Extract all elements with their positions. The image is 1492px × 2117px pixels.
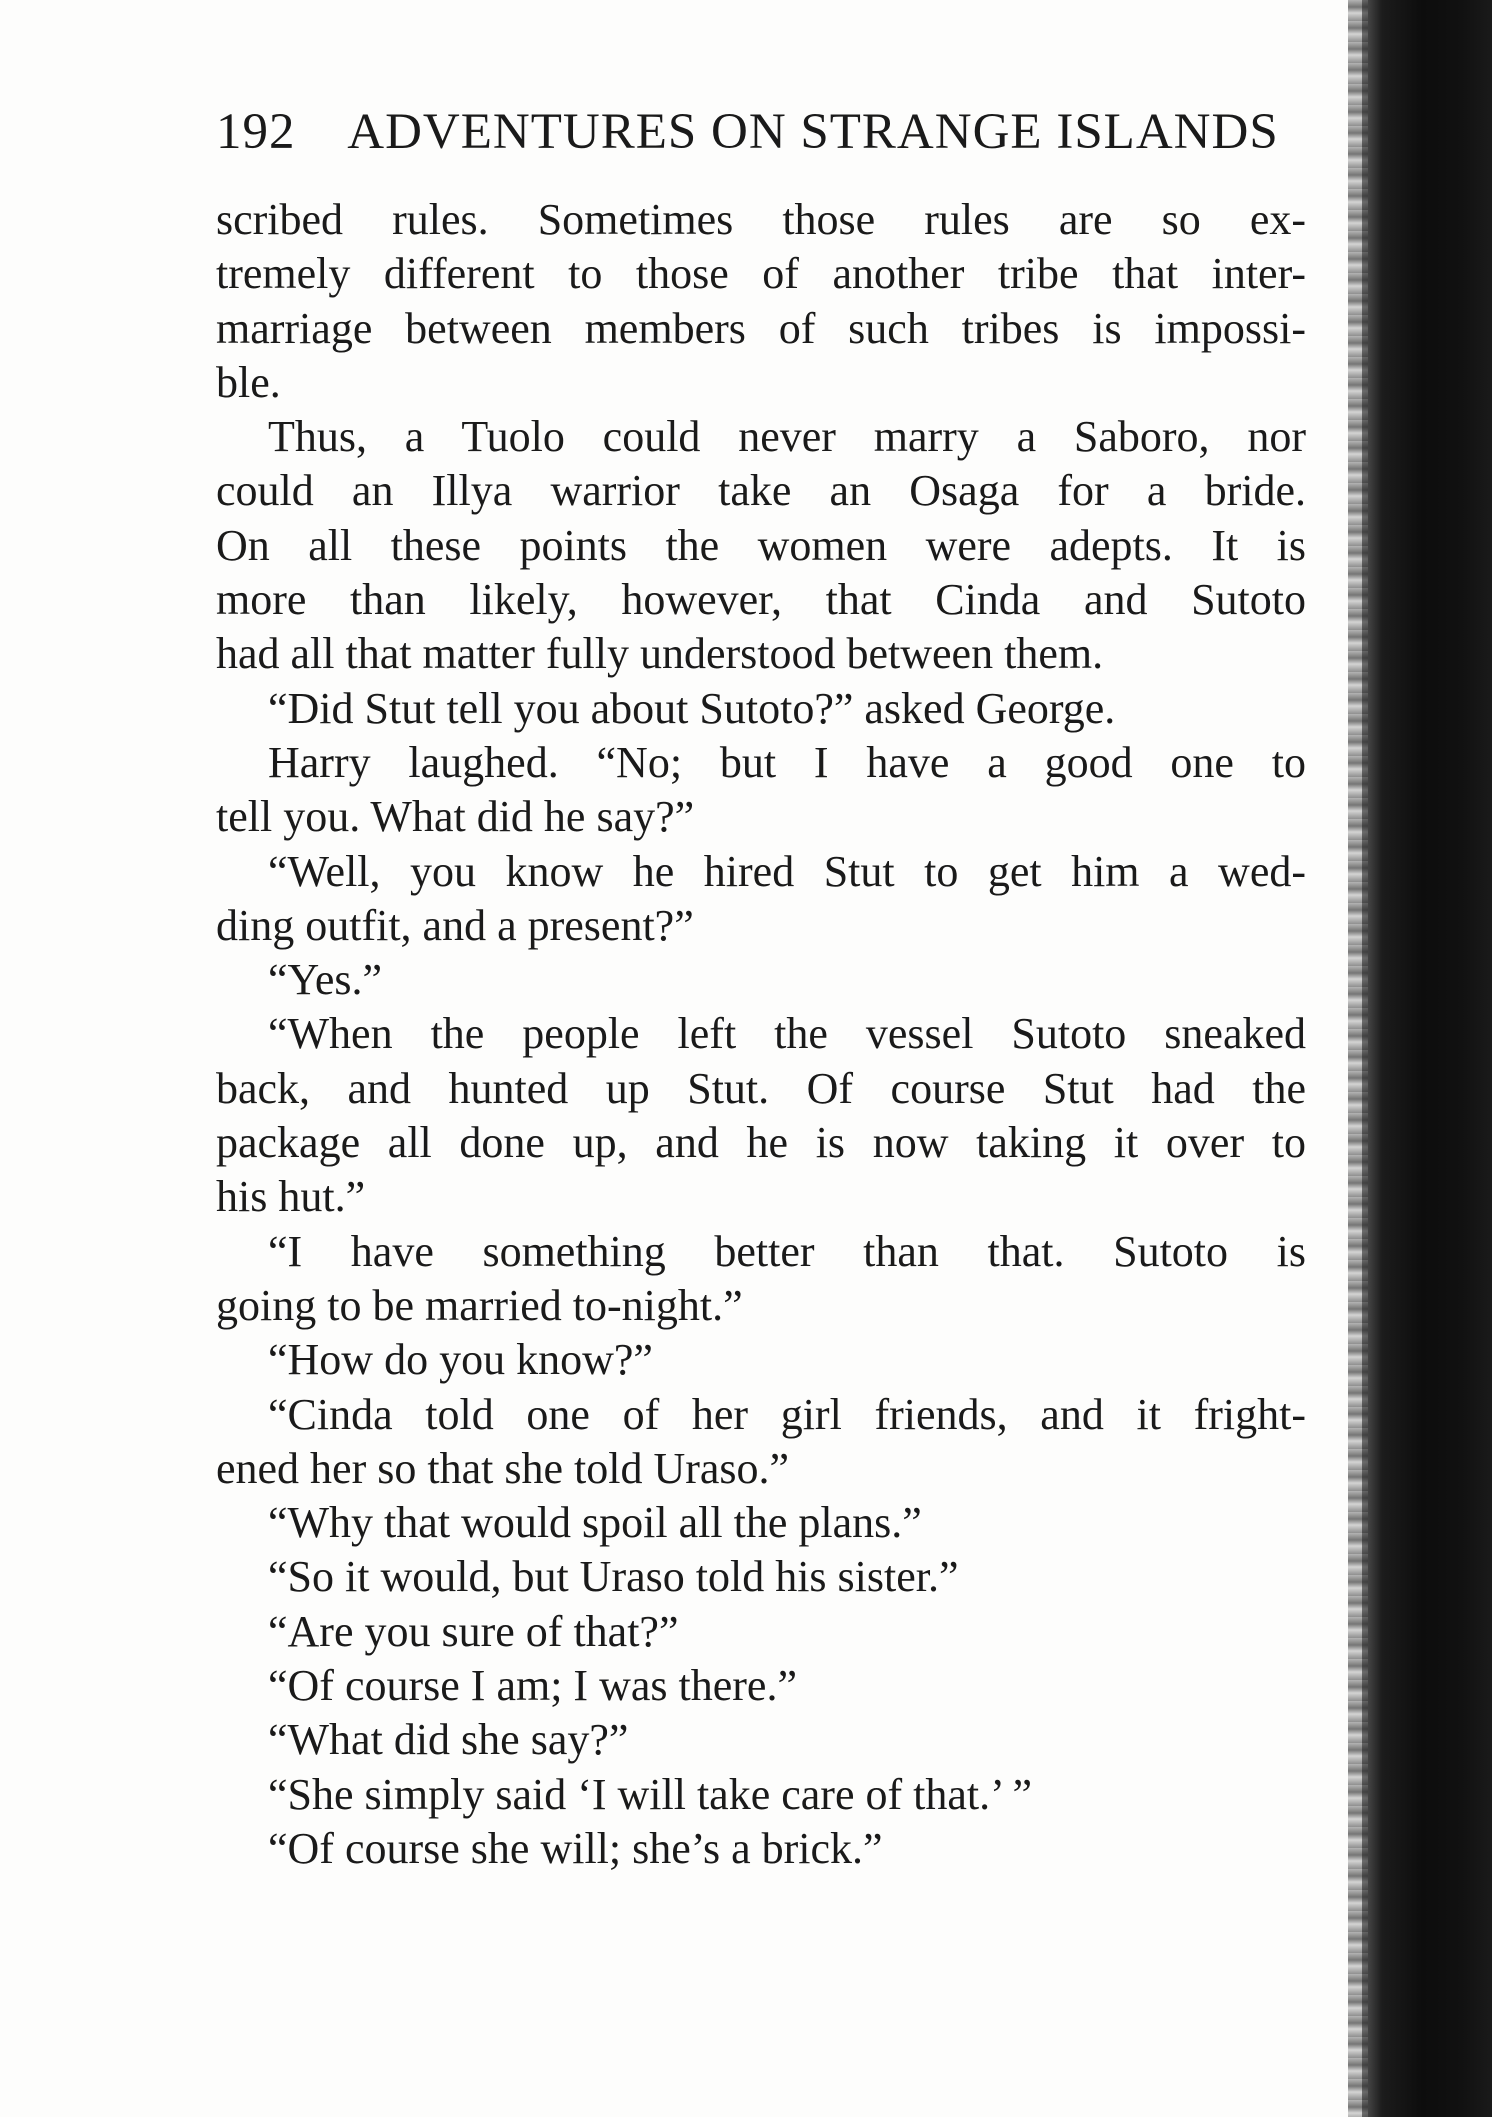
running-title: ADVENTURES ON STRANGE ISLANDS [347, 104, 1279, 160]
text-line: “Well, you know he hired Stut to get him a wed- [268, 846, 1306, 896]
text-line: package all done up, and he is now taking it over to [216, 1118, 1306, 1168]
text-line: Thus, a Tuolo could never marry a Saboro, nor [268, 412, 1306, 462]
page-number: 192 [216, 104, 296, 160]
text-line: “Yes.” [268, 955, 383, 1005]
running-header [216, 103, 1296, 163]
text-line: had all that matter fully understood between them. [216, 629, 1104, 679]
text-line: back, and hunted up Stut. Of course Stut had the [216, 1063, 1306, 1113]
text-line: “What did she say?” [268, 1715, 629, 1765]
text-line: “She simply said ‘I will take care of that.’ ” [268, 1769, 1033, 1819]
text-line: tell you. What did he say?” [216, 792, 695, 842]
text-line: “I have something better than that. Sutoto is [268, 1226, 1306, 1276]
text-line: marriage between members of such tribes is impossi- [216, 303, 1306, 353]
text-line: “Are you sure of that?” [268, 1606, 679, 1656]
scanned-page-edge [1362, 0, 1492, 2117]
text-line: “So it would, but Uraso told his sister.” [268, 1552, 959, 1602]
text-line: ened her so that she told Uraso.” [216, 1443, 790, 1493]
text-line: ding outfit, and a present?” [216, 900, 694, 950]
text-line: “When the people left the vessel Sutoto sneaked [268, 1009, 1306, 1059]
text-line: “How do you know?” [268, 1335, 653, 1385]
body-text [216, 193, 1306, 1876]
text-line: On all these points the women were adepts. It is [216, 520, 1306, 570]
text-line: tremely different to those of another tribe that inter- [216, 249, 1306, 299]
text-line: scribed rules. Sometimes those rules are so ex- [216, 195, 1306, 244]
text-line: more than likely, however, that Cinda and Sutoto [216, 575, 1306, 625]
text-line: his hut.” [216, 1172, 366, 1222]
text-line: could an Illya warrior take an Osaga for a bride. [216, 466, 1306, 516]
text-line: “Did Stut tell you about Sutoto?” asked George. [268, 683, 1116, 733]
text-line: Harry laughed. “No; but I have a good one to [268, 737, 1306, 787]
text-line: “Cinda told one of her girl friends, and it fright- [268, 1389, 1306, 1439]
text-line: “Of course she will; she’s a brick.” [268, 1823, 883, 1873]
text-line: “Why that would spoil all the plans.” [268, 1498, 922, 1548]
text-line: “Of course I am; I was there.” [268, 1661, 797, 1711]
text-line: ble. [216, 357, 281, 407]
text-line: going to be married to-night.” [216, 1280, 743, 1330]
